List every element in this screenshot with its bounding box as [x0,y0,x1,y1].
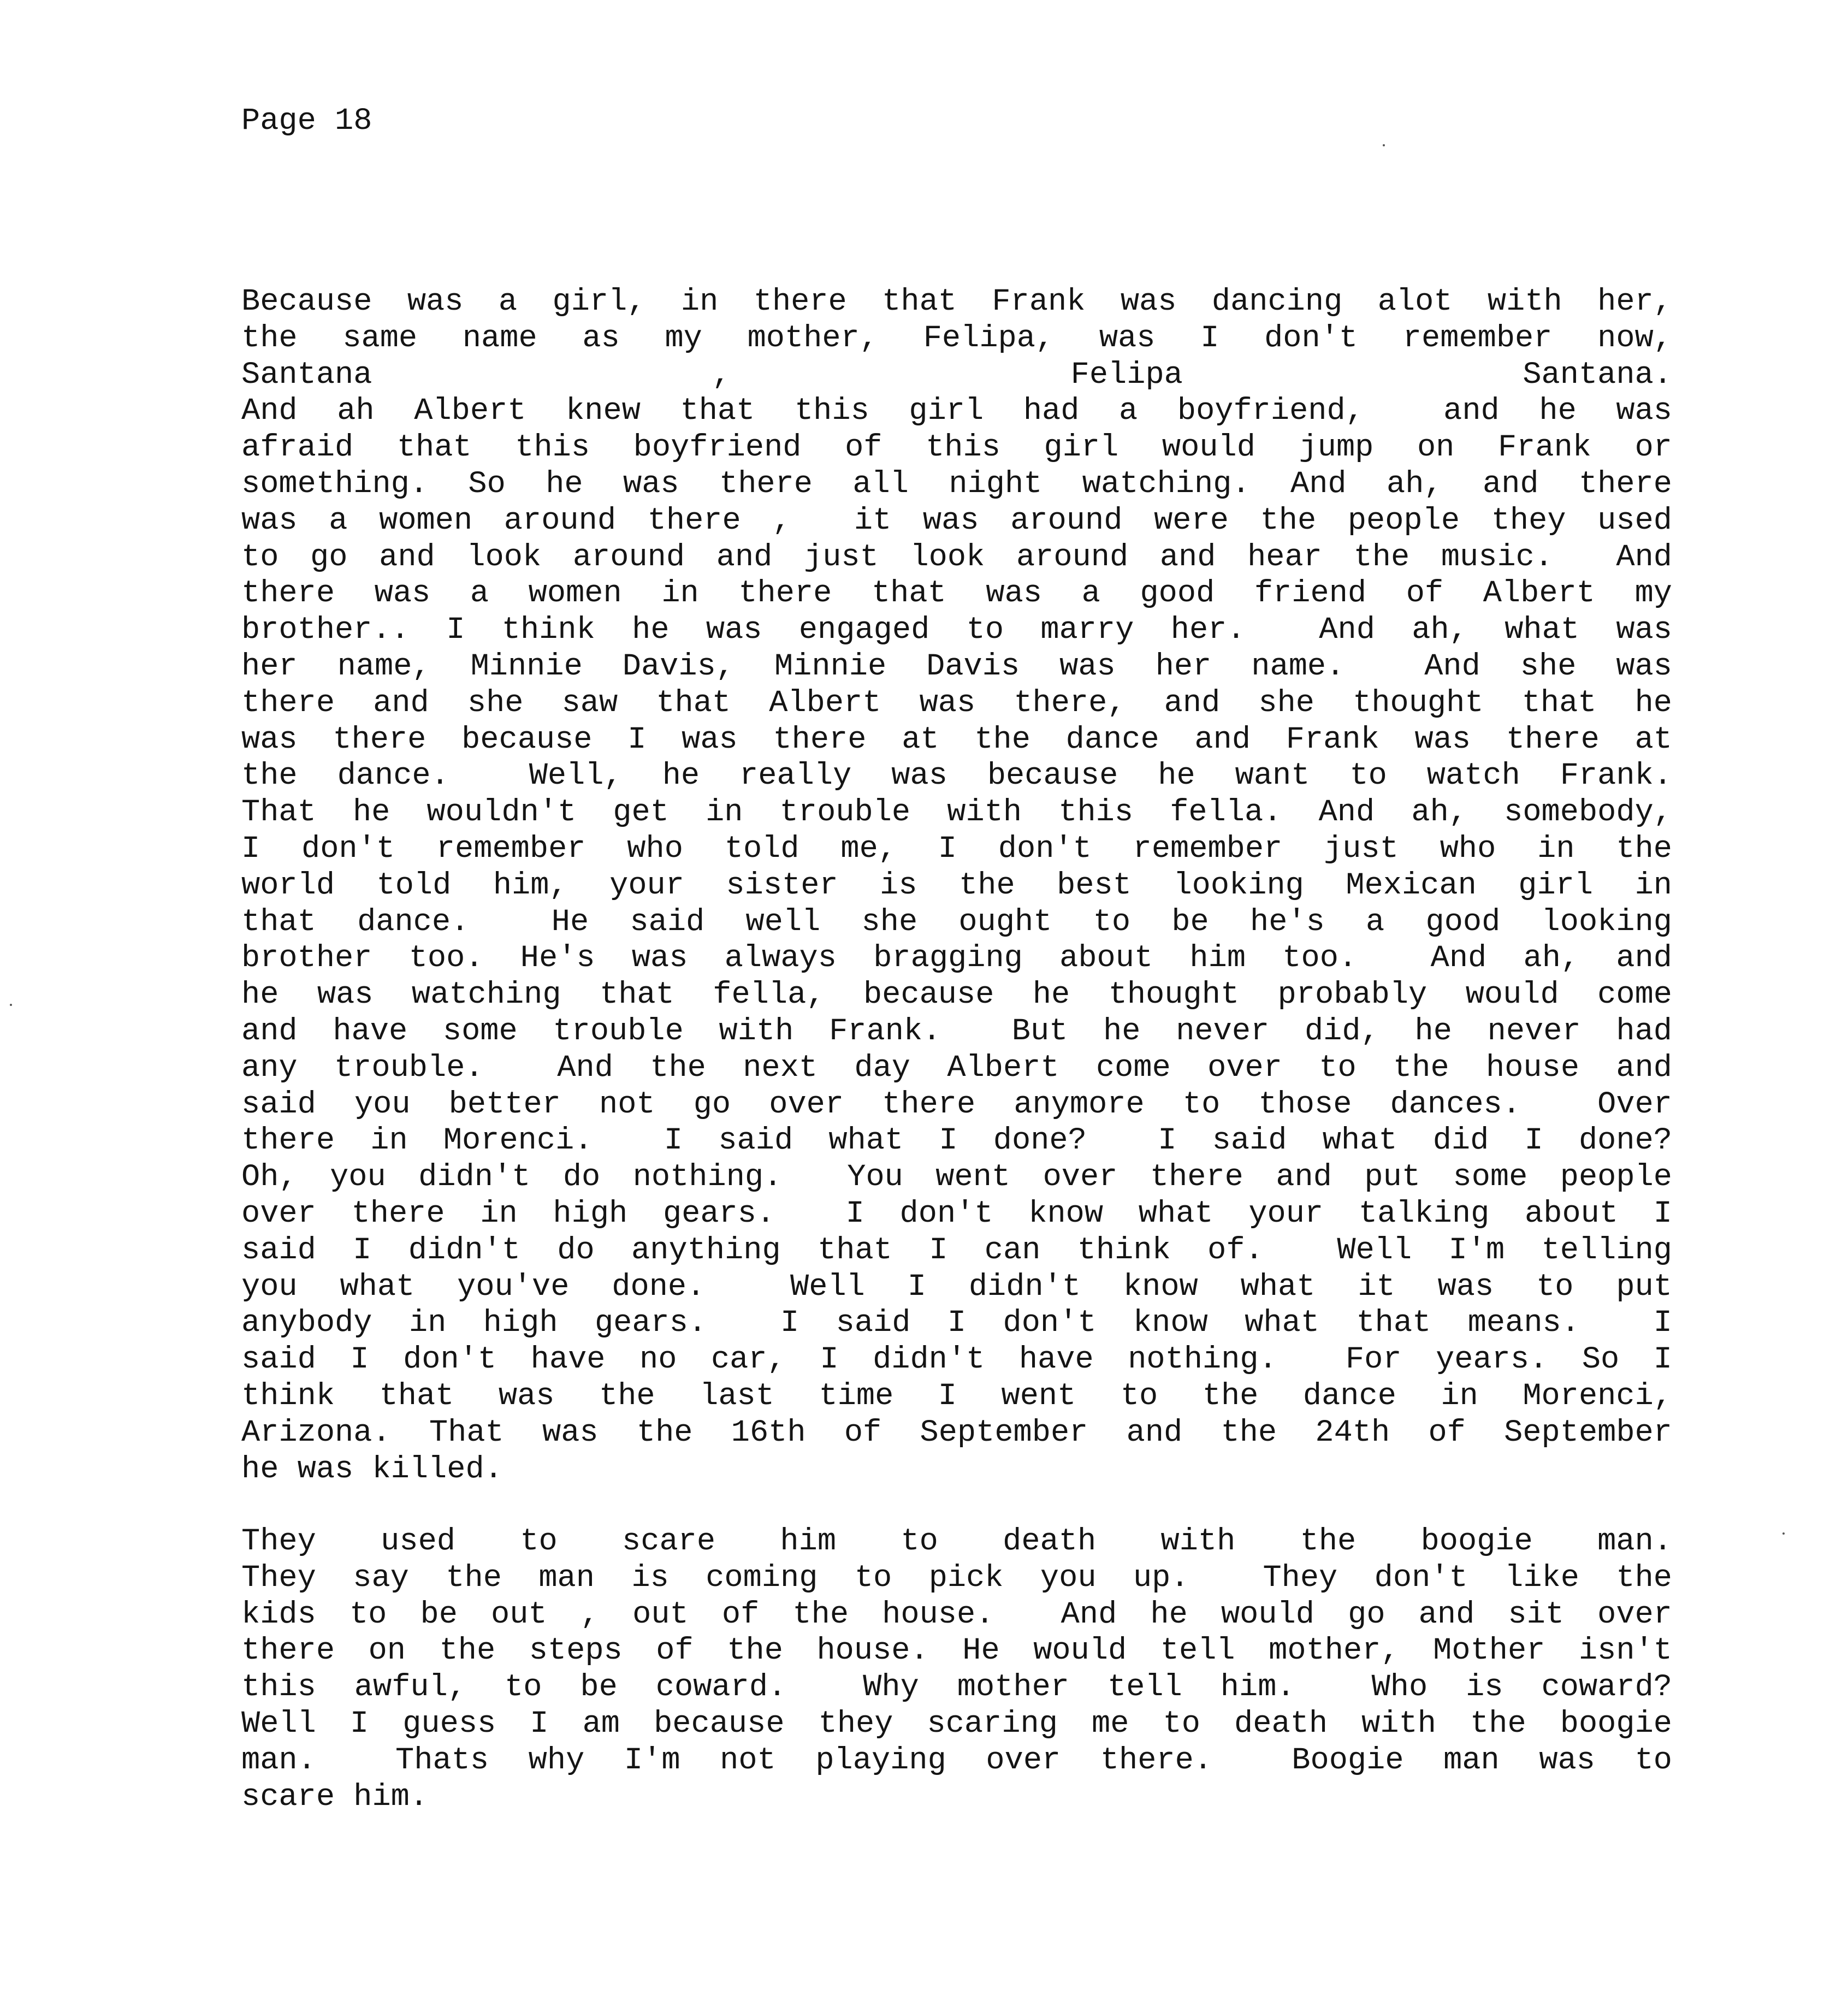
text-line: They say the man is coming to pick you up. They don't like the [241,1560,1672,1596]
text-line: Because was a girl, in there that Frank was dancing alot with her, [241,285,1672,319]
text-line: that dance. He said well she ought to be he's a good looking [241,904,1672,940]
text-line: was there because I was there at the dance and Frank was there at [241,722,1672,757]
paragraph-1 [241,284,1672,1488]
page-number: Page 18 [241,104,372,139]
text-line: he was killed. [241,1452,503,1487]
text-line: this awful, to be coward. Why mother tell him. Who is coward? [241,1670,1672,1706]
scan-speck [1782,1532,1785,1535]
text-line: there and she saw that Albert was there, and she thought that he [241,685,1672,721]
text-line: kids to be out , out of the house. And he would go and sit over [241,1597,1672,1632]
text-line: said I don't have no car, I didn't have nothing. For years. So I [241,1342,1672,1378]
text-line: anybody in high gears. I said I don't know what that means. I [241,1306,1672,1341]
text-line: the same name as my mother, Felipa, was I don't remember now, [241,321,1672,356]
text-line: he was watching that fella, because he thought probably would come [241,978,1672,1013]
text-line: Oh, you didn't do nothing. You went over there and put some people [241,1160,1672,1195]
text-line: and have some trouble with Frank. But he never did, he never had [241,1014,1672,1049]
text-line: afraid that this boyfriend of this girl would jump on Frank or [241,430,1672,466]
text-line: Well I guess I am because they scaring me to death with the boogie [241,1706,1672,1742]
text-line: And ah Albert knew that this girl had a boyfriend, and he was [241,394,1672,429]
text-line: over there in high gears. I don't know what your talking about I [241,1196,1672,1232]
text-line: I don't remember who told me, I don't remember just who in the [241,831,1672,867]
text-line: said I didn't do anything that I can think of. Well I'm telling [241,1233,1672,1268]
paragraph-2 [241,1524,1672,1815]
scan-speck [1383,144,1385,146]
text-line: brother too. He's was always bragging about him too. And ah, and [241,941,1672,976]
text-line: said you better not go over there anymore to those dances. Over [241,1087,1672,1122]
text-line: was a women around there , it was around were the people they used [241,503,1672,538]
text-line: world told him, your sister is the best looking Mexican girl in [241,868,1672,903]
text-line: any trouble. And the next day Albert come over to the house and [241,1050,1672,1086]
text-line: you what you've done. Well I didn't know what it was to put [241,1269,1672,1305]
text-line: think that was the last time I went to the dance in Morenci, [241,1378,1672,1414]
text-line: to go and look around and just look around and hear the music. And [241,540,1672,575]
text-line: Santana , Felipa Santana. [241,357,1672,393]
text-line: her name, Minnie Davis, Minnie Davis was her name. And she was [241,649,1672,684]
text-line: Arizona. That was the 16th of September and the 24th of September [241,1415,1672,1451]
text-line: there in Morenci. I said what I done? I said what did I done? [241,1123,1672,1159]
text-line: They used to scare him to death with the boogie man. [241,1524,1672,1559]
text-line: That he wouldn't get in trouble with this fella. And ah, somebody, [241,795,1672,831]
text-line: scare him. [241,1779,429,1815]
text-line: brother.. I think he was engaged to marry her. And ah, what was [241,613,1672,648]
text-line: the dance. Well, he really was because he want to watch Frank. [241,759,1672,794]
text-line: there was a women in there that was a good friend of Albert my [241,576,1672,612]
text-line: something. So he was there all night watching. And ah, and there [241,466,1672,502]
scan-speck [10,1004,12,1006]
text-line: there on the steps of the house. He would tell mother, Mother isn't [241,1633,1672,1669]
text-line: man. Thats why I'm not playing over there. Boogie man was to [241,1743,1672,1778]
